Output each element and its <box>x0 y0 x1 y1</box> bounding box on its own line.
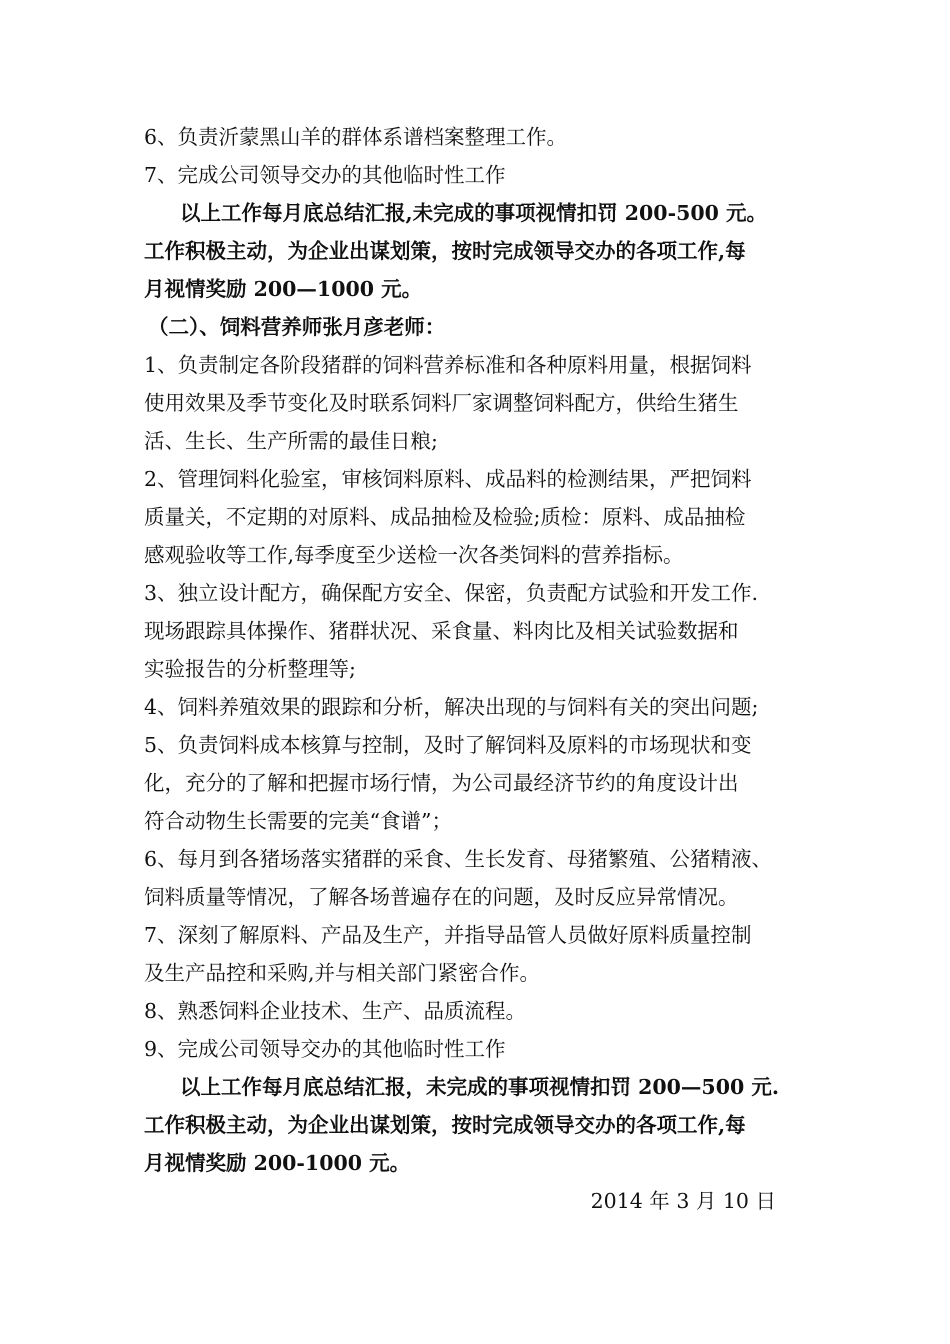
summary-paragraph: 月视情奖励 200-1000 元。 <box>144 1151 411 1175</box>
list-item: 符合动物生长需要的完美“食谱”； <box>144 809 452 833</box>
list-item: 6、每月到各猪场落实猪群的采食、生长发育、母猪繁殖、公猪精液、 <box>144 847 773 871</box>
list-item: 7、深刻了解原料、产品及生产，并指导品管人员做好原料质量控制 <box>144 923 752 947</box>
list-item: 7、完成公司领导交办的其他临时性工作 <box>144 163 506 187</box>
list-item: 3、独立设计配方，确保配方安全、保密，负责配方试验和开发工作. <box>144 581 759 605</box>
list-item: 使用效果及季节变化及时联系饲料厂家调整饲料配方，供给生猪生 <box>144 391 739 415</box>
list-item: 2、管理饲料化验室，审核饲料原料、成品料的检测结果，严把饲料 <box>144 467 752 491</box>
list-item: 4、饲料养殖效果的跟踪和分析，解决出现的与饲料有关的突出问题; <box>144 695 759 719</box>
list-item: 1、负责制定各阶段猪群的饲料营养标准和各种原料用量，根据饲料 <box>144 353 752 377</box>
list-item: 现场跟踪具体操作、猪群状况、采食量、料肉比及相关试验数据和 <box>144 619 739 643</box>
summary-paragraph: 工作积极主动，为企业出谋划策，按时完成领导交办的各项工作,每 <box>144 1113 746 1137</box>
summary-paragraph: 以上工作每月底总结汇报，未完成的事项视情扣罚 200—500 元. <box>180 1075 779 1099</box>
summary-paragraph: 月视情奖励 200—1000 元。 <box>144 277 423 301</box>
summary-paragraph: 工作积极主动，为企业出谋划策，按时完成领导交办的各项工作,每 <box>144 239 746 263</box>
list-item: 5、负责饲料成本核算与控制，及时了解饲料及原料的市场现状和变 <box>144 733 752 757</box>
list-item: 感观验收等工作,每季度至少送检一次各类饲料的营养指标。 <box>144 543 684 567</box>
list-item: 实验报告的分析整理等; <box>144 657 356 681</box>
summary-paragraph: 以上工作每月底总结汇报,未完成的事项视情扣罚 200-500 元。 <box>180 201 768 225</box>
section-heading: （二）、饲料营养师张月彦老师： <box>148 315 446 339</box>
document-date: 2014 年 3 月 10 日 <box>590 1189 776 1213</box>
list-item: 9、完成公司领导交办的其他临时性工作 <box>144 1037 506 1061</box>
list-item: 8、熟悉饲料企业技术、生产、品质流程。 <box>144 999 527 1023</box>
list-item: 化，充分的了解和把握市场行情，为公司最经济节约的角度设计出 <box>144 771 739 795</box>
list-item: 及生产品控和采购,并与相关部门紧密合作。 <box>144 961 541 985</box>
list-item: 质量关，不定期的对原料、成品抽检及检验;质检：原料、成品抽检 <box>144 505 746 529</box>
document-body <box>144 118 812 1220</box>
list-item: 活、生长、生产所需的最佳日粮; <box>144 429 438 453</box>
list-item: 6、负责沂蒙黑山羊的群体系谱档案整理工作。 <box>144 125 568 149</box>
list-item: 饲料质量等情况，了解各场普遍存在的问题，及时反应异常情况。 <box>144 885 739 909</box>
